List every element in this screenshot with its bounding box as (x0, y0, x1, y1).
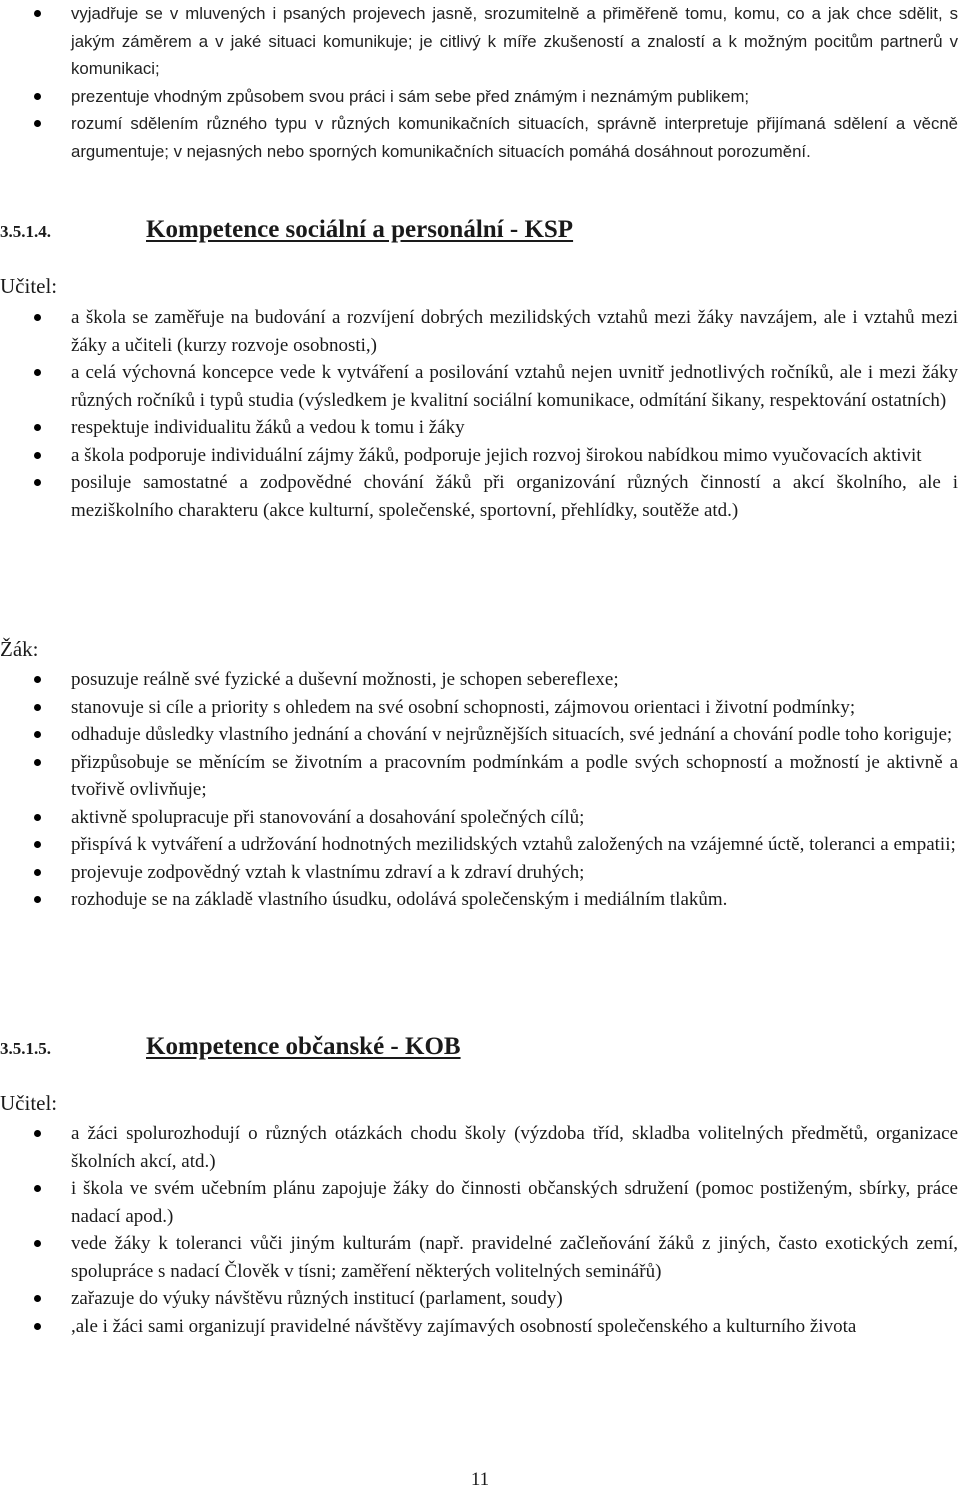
kob-teacher-list (0, 1120, 960, 1340)
list-item: aktivně spolupracuje při stanovování a dosahování společných cílů; (0, 804, 960, 832)
list-item: posiluje samostatné a zodpovědné chování žáků při organizování různých činností a akcí školního, ale i meziškolního charakteru (akce kulturní, společenské, sportovní, přehlídky, soutěže atd.) (0, 469, 960, 524)
ksp-student-list (0, 666, 960, 914)
list-item: a žáci spolurozhodují o různých otázkách chodu školy (výzdoba tříd, skladba volitelných předmětů, organizace školních akcí, atd.) (0, 1120, 960, 1175)
list-item: vyjadřuje se v mluvených i psaných projevech jasně, srozumitelně a přiměřeně tomu, komu, co a jak chce sdělit, s jakým záměrem a v jaké situaci komunikuje; je citlivý k míře zkušeností a znalostí a k možným pocitům partnerů v komunikaci; (0, 0, 960, 83)
list-item: posuzuje reálně své fyzické a duševní možnosti, je schopen sebereflexe; (0, 666, 960, 694)
ksp-teacher-list (0, 304, 960, 524)
list-item: prezentuje vhodným způsobem svou práci i sám sebe před známým i neznámým publikem; (0, 83, 960, 111)
list-item: ,ale i žáci sami organizují pravidelné návštěvy zajímavých osobností společenského a kulturního života (0, 1313, 960, 1341)
section-title: Kompetence občanské - KOB (146, 1033, 461, 1060)
list-item: projevuje zodpovědný vztah k vlastnímu zdraví a k zdraví druhých; (0, 859, 960, 887)
section-heading-ksp (0, 216, 573, 246)
list-item: a škola se zaměřuje na budování a rozvíjení dobrých mezilidských vztahů mezi žáky navzájem, ale i vztahů mezi žáky a učiteli (kurzy rozvoje osobnosti,) (0, 304, 960, 359)
list-item: i škola ve svém učebním plánu zapojuje žáky do činnosti občanských sdružení (pomoc postiženým, sbírky, práce nadací apod.) (0, 1175, 960, 1230)
list-item: rozumí sdělením různého typu v různých komunikačních situacích, správně interpretuje přijímaná sdělení a věcně argumentuje; v nejasných nebo sporných komunikačních situacích pomáhá dosáhnout porozumění. (0, 110, 960, 165)
list-item: přispívá k vytváření a udržování hodnotných mezilidských vztahů založených na vzájemné úctě, toleranci a empatii; (0, 831, 960, 859)
student-label: Žák: (0, 637, 39, 661)
list-item: přizpůsobuje se měnícím se životním a pracovním podmínkám a podle svých schopností a možností je aktivně a tvořivě ovlivňuje; (0, 749, 960, 804)
section-number: 3.5.1.5. (0, 1039, 51, 1058)
section-heading-kob (0, 1033, 461, 1063)
page-number: 11 (470, 1469, 490, 1490)
list-item: odhaduje důsledky vlastního jednání a chování v nejrůznějších situacích, své jednání a chování podle toho koriguje; (0, 721, 960, 749)
list-item: vede žáky k toleranci vůči jiným kulturám (např. pravidelné začleňování žáků z jiných, často exotických zemí, spolupráce s nadací Člověk v tísni; zaměření některých volitelných seminářů) (0, 1230, 960, 1285)
list-item: a škola podporuje individuální zájmy žáků, podporuje jejich rozvoj širokou nabídkou mimo vyučovacích aktivit (0, 442, 960, 470)
list-item: zařazuje do výuky návštěvu různých institucí (parlament, soudy) (0, 1285, 960, 1313)
intro-list (0, 0, 960, 165)
teacher-label: Učitel: (0, 274, 58, 298)
list-item: respektuje individualitu žáků a vedou k tomu i žáky (0, 414, 960, 442)
list-item: stanovuje si cíle a priority s ohledem na své osobní schopnosti, zájmovou orientaci i životní podmínky; (0, 694, 960, 722)
section-number: 3.5.1.4. (0, 222, 51, 241)
list-item: a celá výchovná koncepce vede k vytváření a posilování vztahů nejen uvnitř jednotlivých ročníků, ale i mezi žáky různých ročníků i typů studia (výsledkem je kvalitní sociální komunikace, odmítání šikany, respektování ostatních) (0, 359, 960, 414)
teacher-label: Učitel: (0, 1091, 58, 1115)
section-title: Kompetence sociální a personální - KSP (146, 216, 574, 243)
list-item: rozhoduje se na základě vlastního úsudku, odolává společenským i mediálním tlakům. (0, 886, 960, 914)
